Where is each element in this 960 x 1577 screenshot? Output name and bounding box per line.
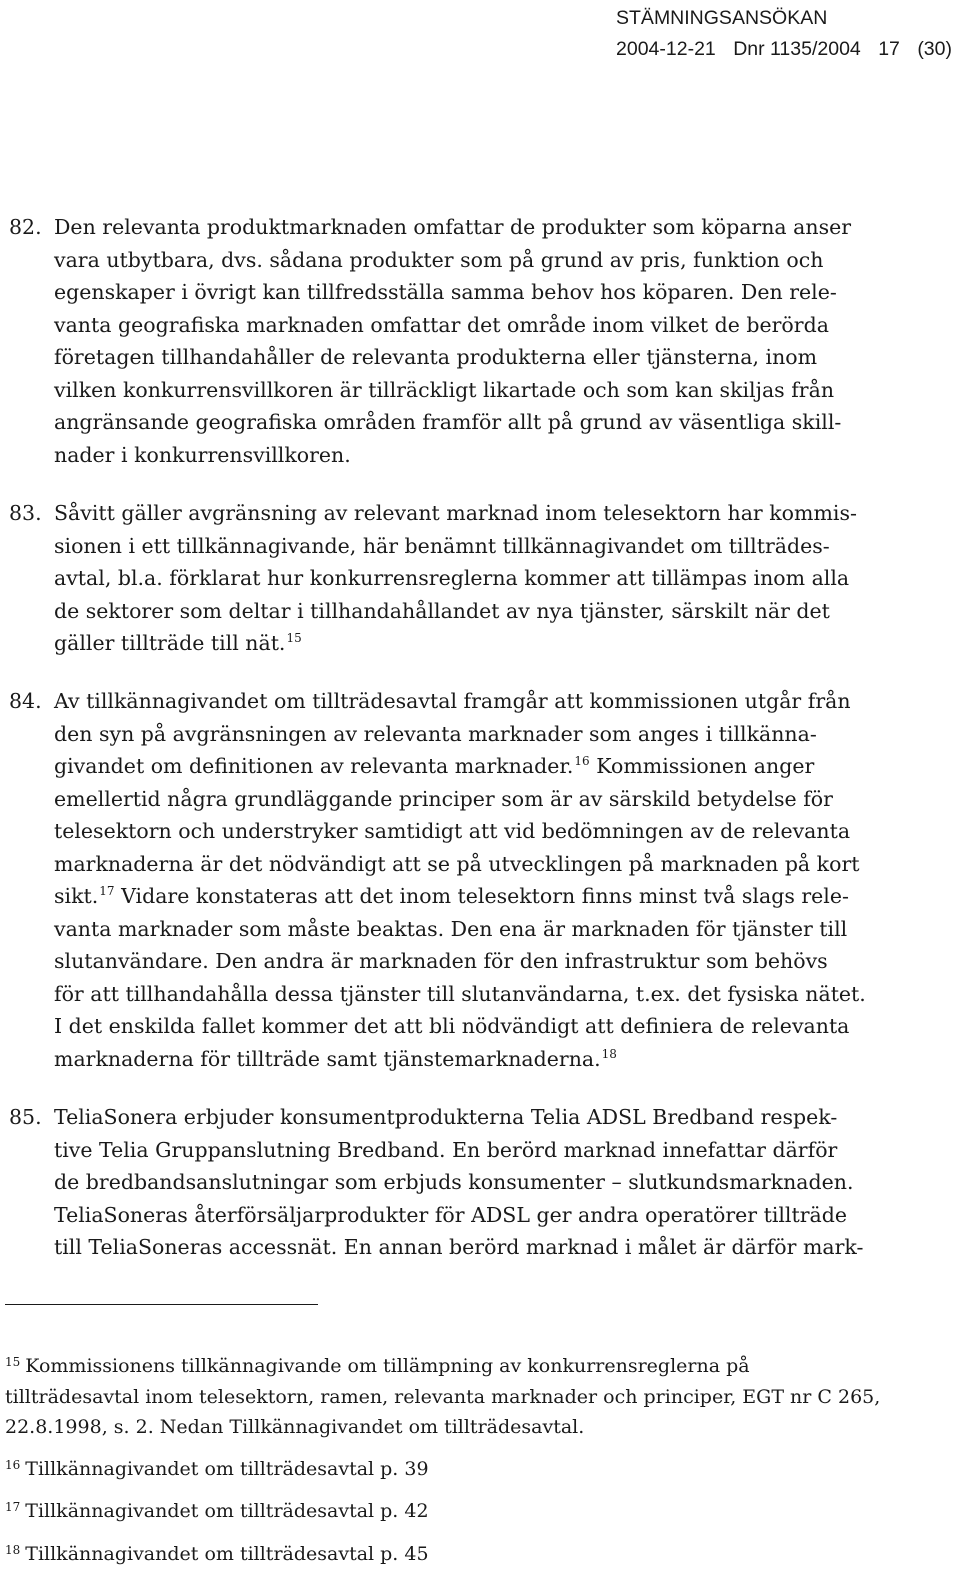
text-line: för att tillhandahålla dessa tjänster till slutanvändarna, t.ex. det fysiska nätet. <box>54 981 866 1006</box>
text-line: tive Telia Gruppanslutning Bredband. En berörd marknad innefattar därför <box>54 1137 838 1162</box>
footnote-mark: 16 <box>5 1458 21 1472</box>
paragraph-number: 82. <box>9 215 42 239</box>
page-total: (30) <box>917 38 952 60</box>
footnote-mark: 17 <box>5 1500 21 1514</box>
text-line <box>54 750 884 783</box>
footnote-text: Kommissionens tillkännagivande om tillämpning av konkurrensreglerna på <box>25 1355 750 1377</box>
text-line: vanta marknader som måste beaktas. Den ena är marknaden för tjänster till <box>54 916 848 941</box>
text-line: egenskaper i övrigt kan tillfredsställa samma behov hos köparen. Den rele- <box>54 280 837 304</box>
paragraph-number: 83. <box>9 501 42 525</box>
text-line <box>54 880 884 913</box>
paragraph-text <box>54 211 884 471</box>
text-line: TeliaSonera erbjuder konsumentprodukterna Telia ADSL Bredband respek- <box>54 1105 838 1129</box>
paragraph-text <box>54 1101 884 1264</box>
footnote-ref-15[interactable]: 15 <box>286 631 302 645</box>
text-line: till TeliaSoneras accessnät. En annan berörd marknad i målet är därför mark- <box>54 1235 864 1259</box>
footnote-line <box>5 1454 945 1485</box>
footnote-ref-16[interactable]: 16 <box>574 754 590 768</box>
header-meta <box>616 34 952 65</box>
text-line: emellertid några grundläggande principer som är av särskild betydelse för <box>54 786 833 811</box>
text-line: företagen tillhandahåller de relevanta produkterna eller tjänsterna, inom <box>54 345 818 369</box>
document-title: STÄMNINGSANSÖKAN <box>616 7 828 29</box>
footnote-line <box>5 1351 945 1382</box>
footnote-text: Tillkännagivandet om tillträdesavtal p. 42 <box>25 1500 429 1522</box>
footnote-mark: 18 <box>5 1543 21 1557</box>
text-line: marknaderna är det nödvändigt att se på utvecklingen på marknaden på kort <box>54 851 860 876</box>
footnote-line <box>5 1539 945 1570</box>
footnote-ref-17[interactable]: 17 <box>99 884 115 898</box>
text-line: I det enskilda fallet kommer det att bli nödvändigt att definiera de relevanta <box>54 1014 850 1038</box>
text-line: Av tillkännagivandet om tillträdesavtal framgår att kommissionen utgår från <box>54 689 851 713</box>
footnote-18 <box>5 1539 945 1570</box>
text-line: telesektorn och understryker samtidigt att vid bedömningen av de relevanta <box>54 819 851 843</box>
text-line: Den relevanta produktmarknaden omfattar de produkter som köparna anser <box>54 215 852 239</box>
footnote-17 <box>5 1496 945 1527</box>
page-number: 17 <box>878 38 900 60</box>
text-line: vara utbytbara, dvs. sådana produkter som på grund av pris, funktion och <box>54 247 824 272</box>
text-line: nader i konkurrensvillkoren. <box>54 442 351 467</box>
text-fragment: givandet om definitionen av relevanta marknader. <box>54 754 574 778</box>
text-line: sionen i ett tillkännagivande, här benämnt tillkännagivandet om tillträdes- <box>54 533 830 558</box>
paragraph-text <box>54 497 884 660</box>
footnote-text: Tillkännagivandet om tillträdesavtal p. 45 <box>25 1543 429 1565</box>
footnote-line: tillträdesavtal inom telesektorn, ramen, relevanta marknader och principer, EGT nr C 265, <box>5 1385 881 1408</box>
paragraph-number: 85. <box>9 1105 42 1129</box>
page-header <box>616 3 952 65</box>
document-date: 2004-12-21 <box>616 38 716 60</box>
document-dnr: Dnr 1135/2004 <box>733 38 861 60</box>
text-line: vilken konkurrensvillkoren är tillräckligt likartade och som kan skiljas från <box>54 377 835 402</box>
paragraph-number: 84. <box>9 689 42 713</box>
footnote-text: Tillkännagivandet om tillträdesavtal p. 39 <box>25 1458 429 1480</box>
paragraph-text <box>54 685 884 1075</box>
text-fragment: gäller tillträde till nät. <box>54 631 286 655</box>
footnote-line: 22.8.1998, s. 2. Nedan Tillkännagivandet om tillträdesavtal. <box>5 1416 585 1438</box>
text-line: slutanvändare. Den andra är marknaden för den infrastruktur som behövs <box>54 949 828 973</box>
footnote-ref-18[interactable]: 18 <box>601 1046 617 1061</box>
text-fragment: marknaderna för tillträde samt tjänstemarknaderna. <box>54 1046 601 1071</box>
text-line: TeliaSoneras återförsäljarprodukter för ADSL ger andra operatörer tillträde <box>54 1202 848 1227</box>
text-line <box>54 627 884 660</box>
footnote-mark: 15 <box>5 1355 21 1369</box>
text-fragment: Kommissionen anger <box>596 754 815 778</box>
text-line: de sektorer som deltar i tillhandahållandet av nya tjänster, särskilt när det <box>54 598 830 623</box>
footnote-15 <box>5 1351 945 1443</box>
text-line <box>54 1043 884 1076</box>
text-fragment: Vidare konstateras att det inom telesektorn finns minst två slags rele- <box>121 884 849 908</box>
footnote-16 <box>5 1454 945 1485</box>
text-line: avtal, bl.a. förklarat hur konkurrensreglerna kommer att tillämpas inom alla <box>54 566 850 590</box>
text-line: angränsande geografiska områden framför allt på grund av väsentliga skill- <box>54 410 842 434</box>
footnote-separator <box>5 1304 318 1305</box>
footnote-line <box>5 1496 945 1527</box>
text-line: den syn på avgränsningen av relevanta marknader som anges i tillkänna- <box>54 721 817 746</box>
text-line: vanta geografiska marknaden omfattar det område inom vilket de berörda <box>54 312 829 337</box>
text-line: Såvitt gäller avgränsning av relevant marknad inom telesektorn har kommis- <box>54 501 857 525</box>
text-fragment: sikt. <box>54 884 99 908</box>
text-line: de bredbandsanslutningar som erbjuds konsumenter – slutkundsmarknaden. <box>54 1170 854 1194</box>
